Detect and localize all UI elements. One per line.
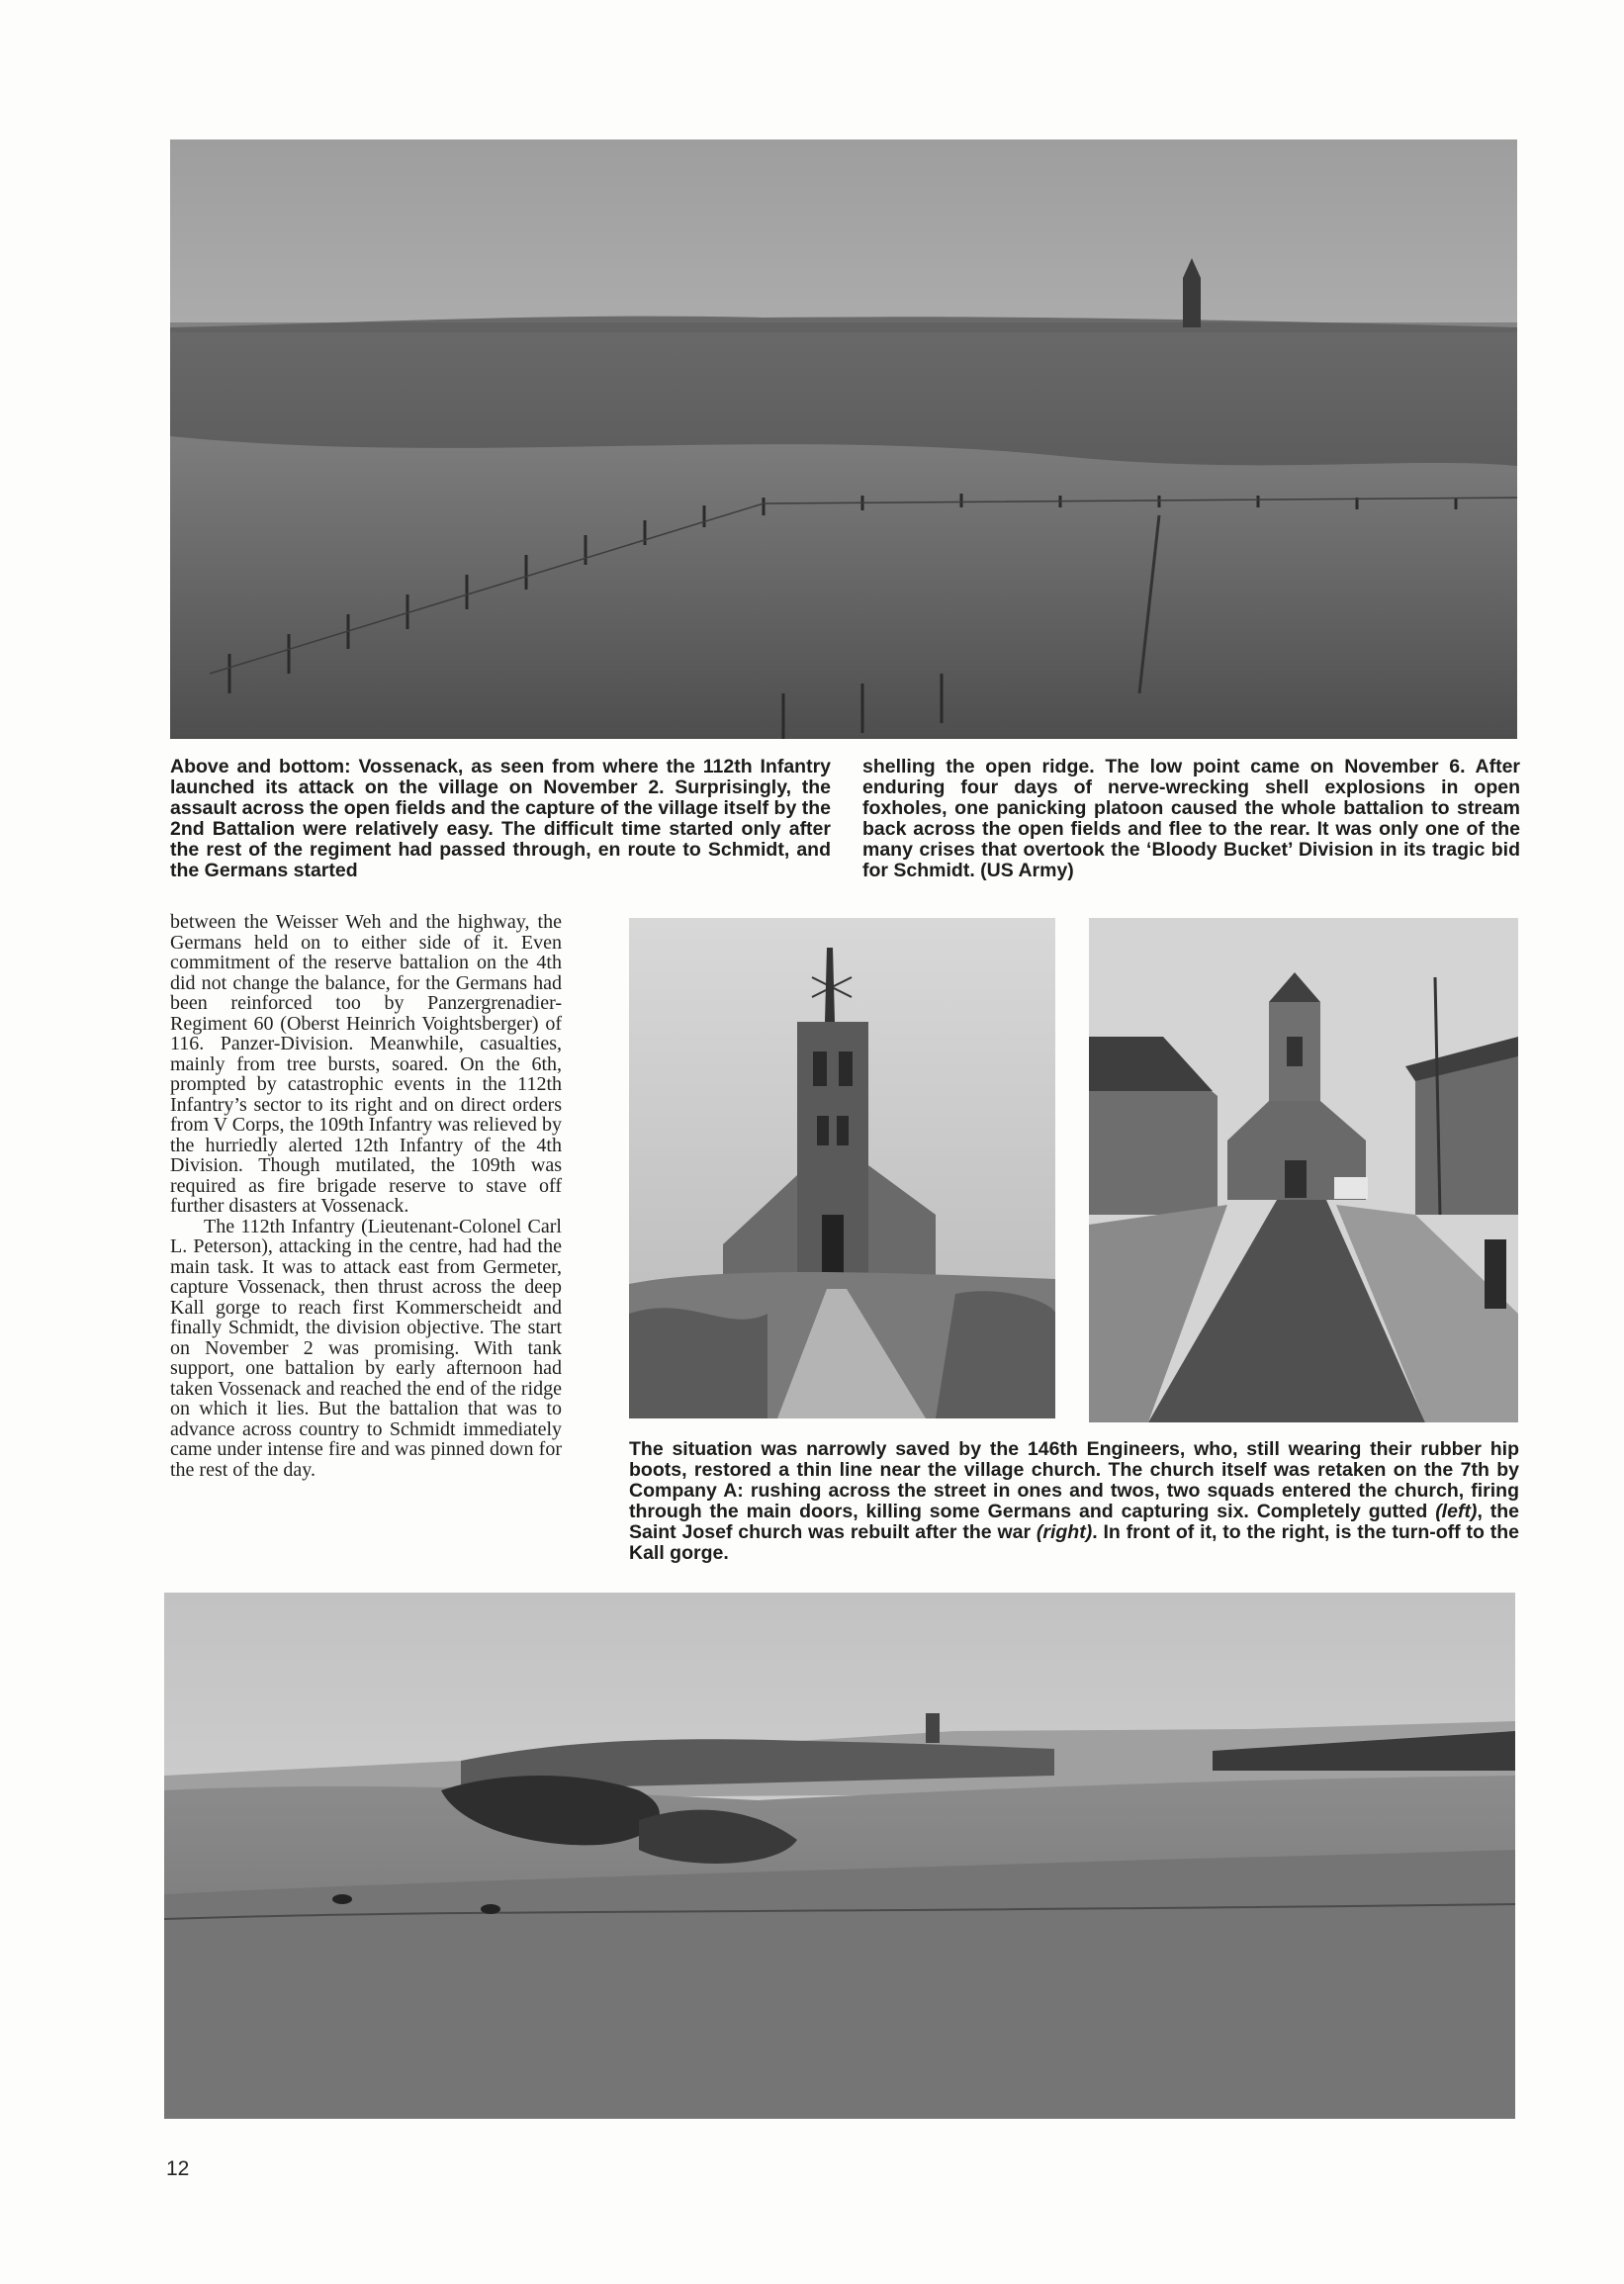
caption-middle-part-1: The situation was narrowly saved by the 146th Engineers, who, still wearing their rubber hip boots, restored a thin line near the village church. The church itself was retaken on the 7th by Company A: rushing across the street in ones and twos, two squads entered the church, firing through the main doors, killing some Germans and capturing six. Completely gutted <box>629 1438 1519 1522</box>
photo-vossenack-today-image <box>164 1593 1515 2119</box>
body-paragraph-1: between the Weisser Weh and the highway, the Germans held on to either side of it. Even commitment of the reserve battalion on the 4th did not change the balance, for the Germans had been reinforced too by Panzergrenadier-Regiment 60 (Oberst Heinrich Voightsberger) of 116. Panzer-Division. Meanwhile, casualties, mainly from tree bursts, soared. On the 6th, prompted by catastrophic events in the 112th Infantry’s sector to its right and on direct orders from V Corps, the 109th Infantry was relieved by the hurriedly alerted 12th Infantry of the 4th Division. Though mutilated, the 109th was required as fire brigade reserve to stave off further disasters at Vossenack. <box>170 911 562 1217</box>
photo-gutted-church <box>629 918 1055 1418</box>
body-paragraph-2: The 112th Infantry (Lieutenant-Colonel Carl L. Peterson), attacking in the centre, had had the main task. It was to attack east from Germeter, capture Vossenack, then thrust across the deep Kall gorge to reach first Kommerscheidt and finally Schmidt, the division objective. The start on November 2 was promising. With tank support, one battalion by early afternoon had taken Vossenack and reached the end of the ridge on which it lies. But the battalion that was to advance across country to Schmidt immediately came under intense fire and was pinned down for the rest of the day. <box>170 1215 562 1481</box>
photo-vossenack-today <box>164 1593 1515 2119</box>
photo-vossenack-fields-1944 <box>170 139 1517 739</box>
caption-middle-left-ref: (left) <box>1435 1501 1478 1522</box>
photo-vossenack-fields-1944-image <box>170 139 1517 739</box>
photo-rebuilt-church <box>1089 918 1518 1422</box>
caption-top-left: Above and bottom: Vossenack, as seen from where the 112th Infantry launched its attack on the village on November 2. Surprisingly, the assault across the open fields and the capture of the village itself by the 2nd Battalion were relatively easy. The difficult time started only after the rest of the regiment had passed through, en route to Schmidt, and the Germans started <box>170 756 831 881</box>
caption-middle-right-ref: (right) <box>1036 1521 1093 1543</box>
body-text-column <box>170 912 562 1480</box>
caption-middle-part-2: , the Saint Josef church was rebuilt after the war <box>629 1501 1519 1543</box>
caption-middle <box>629 1439 1519 1564</box>
page-number: 12 <box>166 2157 190 2180</box>
caption-middle-part-3: . In front of it, to the right, is the turn-off to the Kall gorge. <box>629 1521 1519 1564</box>
photo-gutted-church-image <box>629 918 1055 1418</box>
photo-rebuilt-church-image <box>1089 918 1518 1422</box>
caption-top-right: shelling the open ridge. The low point came on November 6. After enduring four days of nerve-wrecking shell explosions in open foxholes, one panicking platoon caused the whole battalion to stream back across the open fields and flee to the rear. It was only one of the many crises that overtook the ‘Bloody Bucket’ Division in its tragic bid for Schmidt. (US Army) <box>862 756 1520 881</box>
